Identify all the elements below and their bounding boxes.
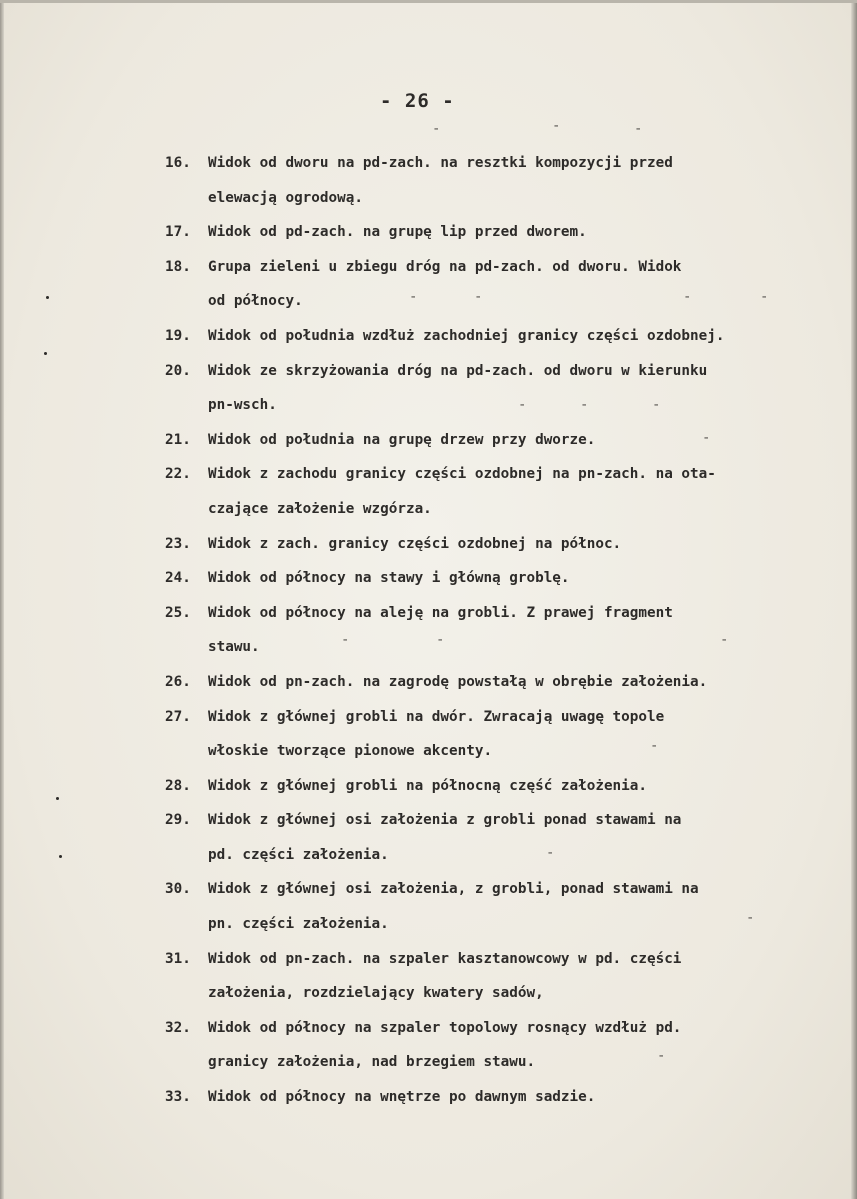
item-line: Widok od południa na grupę drzew przy dworze. [208,431,596,448]
item-line: Widok z głównej osi założenia z grobli ponad stawami na [208,812,682,829]
list-item [165,423,845,458]
item-text [208,596,845,665]
item-line: założenia, rozdzielający kwatery sadów, [208,985,544,1002]
item-line: od północy. [208,293,303,310]
item-line: Widok z zachodu granicy części ozdobnej na pn-zach. na ota- [208,466,716,483]
item-line: Widok od północy na aleję na grobli. Z prawej fragment [208,604,673,621]
stray-dash: - [702,430,711,446]
item-text [208,872,845,941]
list-item [165,146,845,215]
item-number: 30. [165,881,191,898]
stray-dash: - [760,289,769,305]
stray-dash: - [546,845,555,861]
item-text [208,769,845,804]
item-text [208,215,845,250]
item-number: 22. [165,466,191,483]
item-text [208,527,845,562]
scan-edge-top [0,0,857,3]
item-line: pn-wsch. [208,397,277,414]
stray-dash: - [720,632,729,648]
ink-speck [59,855,62,858]
list-item [165,942,845,1011]
item-number: 17. [165,224,191,241]
item-number: 26. [165,673,191,690]
list-item [165,1080,845,1115]
item-line: włoskie tworzące pionowe akcenty. [208,743,493,760]
stray-dash: - [650,738,659,754]
item-number: 32. [165,1019,191,1036]
list-item [165,665,845,700]
item-number: 25. [165,604,191,621]
item-line: stawu. [208,639,260,656]
list-item [165,803,845,872]
stray-dash: - [432,121,441,137]
item-number: 18. [165,258,191,275]
item-line: Widok od dworu na pd-zach. na resztki kompozycji przed [208,155,673,171]
stray-dash: - [652,397,661,413]
stray-dash: - [580,397,589,413]
stray-dash: - [341,632,350,648]
item-text [208,803,845,872]
item-text [208,354,845,423]
item-line: Widok z zach. granicy części ozdobnej na północ. [208,535,622,552]
item-number: 28. [165,777,191,794]
item-line: Widok od północy na stawy i główną groblę. [208,570,570,587]
ink-speck [46,296,49,299]
list-item [165,1011,845,1080]
list-item [165,319,845,354]
item-text [208,700,845,769]
scan-edge-right [851,0,857,1199]
item-line: Grupa zieleni u zbiegu dróg na pd-zach. od dworu. Widok [208,258,682,275]
item-line: Widok od północy na wnętrze po dawnym sadzie. [208,1089,596,1106]
stray-dash: - [518,397,527,413]
item-number: 21. [165,431,191,448]
item-text [208,942,845,1011]
stray-dash: - [746,910,755,926]
list-item [165,700,845,769]
list-item [165,457,845,526]
list-item [165,215,845,250]
item-text [208,1011,845,1080]
page-number: - 26 - [380,90,455,112]
item-line: Widok od południa wzdłuż zachodniej granicy części ozdobnej. [208,327,725,344]
stray-dash: - [683,289,692,305]
item-number: 20. [165,362,191,379]
list-item [165,561,845,596]
item-text [208,319,845,354]
list-item [165,769,845,804]
item-text [208,250,845,319]
item-line: granicy założenia, nad brzegiem stawu. [208,1054,536,1071]
item-line: Widok od północy na szpaler topolowy rosnący wzdłuż pd. [208,1019,682,1036]
list-item [165,250,845,319]
list-item [165,354,845,423]
item-line: pn. części założenia. [208,916,389,933]
ink-speck [56,797,59,800]
item-line: Widok ze skrzyżowania dróg na pd-zach. od dworu w kierunku [208,362,708,379]
item-text [208,1080,845,1115]
item-line: czające założenie wzgórza. [208,500,432,517]
item-text [208,457,845,526]
item-number: 29. [165,812,191,829]
item-text [208,665,845,700]
stray-dash: - [409,289,418,305]
stray-dash: - [657,1048,666,1064]
item-line: elewacją ogrodową. [208,189,363,206]
photo-caption-list [165,146,845,1115]
stray-dash: - [436,632,445,648]
item-text [208,423,845,458]
ink-speck [44,352,47,355]
list-item [165,596,845,665]
item-number: 24. [165,570,191,587]
item-line: pd. części założenia. [208,846,389,863]
item-text [208,146,845,215]
item-text [208,561,845,596]
stray-dash: - [552,118,561,134]
item-number: 23. [165,535,191,552]
item-line: Widok z głównej grobli na północną część założenia. [208,777,647,794]
item-line: Widok od pd-zach. na grupę lip przed dworem. [208,224,587,241]
item-line: Widok z głównej osi założenia, z grobli, ponad stawami na [208,881,699,898]
item-number: 27. [165,708,191,725]
item-line: Widok od pn-zach. na zagrodę powstałą w obrębie założenia. [208,673,708,690]
item-number: 33. [165,1089,191,1106]
item-number: 19. [165,327,191,344]
item-number: 16. [165,155,191,171]
item-line: Widok z głównej grobli na dwór. Zwracają uwagę topole [208,708,665,725]
item-number: 31. [165,950,191,967]
stray-dash: - [474,289,483,305]
list-item [165,527,845,562]
stray-dash: - [634,121,643,137]
list-item [165,872,845,941]
item-line: Widok od pn-zach. na szpaler kasztanowcowy w pd. części [208,950,682,967]
scan-edge-left [0,0,4,1199]
